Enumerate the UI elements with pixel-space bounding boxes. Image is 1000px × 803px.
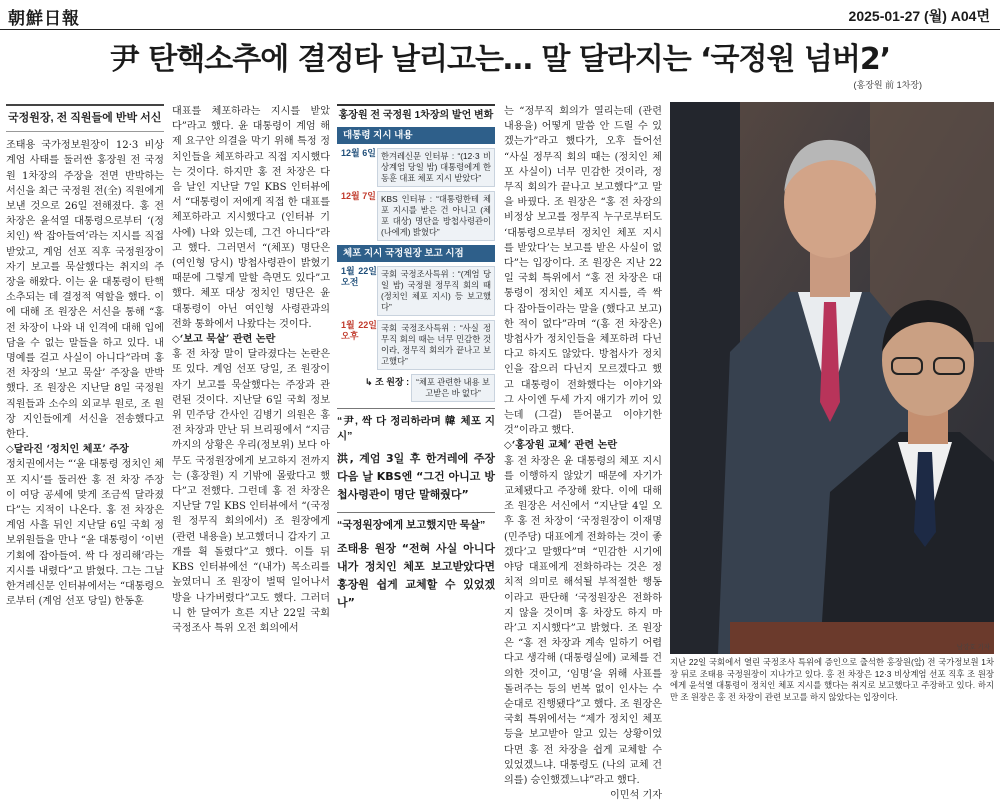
pull-quote-body: 洪, 계엄 3일 후 한겨레에 주장 다음 날 KBS엔 “그건 아니고 방첩사령관이 명단 말해줬다” bbox=[337, 452, 495, 502]
pull-quote-heading: “尹, 싹 다 정리하라며 韓 체포 지시” bbox=[337, 408, 495, 444]
pull-quote-body: 조태용 원장 “전혀 사실 아니다 내가 정치인 체포 보고받았다면 홍장원 쉽게 교체할 수 있었겠나” bbox=[337, 541, 495, 609]
infographic-text: 국회 국정조사특위 : “사실 정무직 회의 때는 너무 민감한 것이라, 정무직 회의가 끝나고 보고했다” bbox=[377, 320, 495, 370]
infographic-section-bar: 대통령 지시 내용 bbox=[337, 127, 495, 144]
infographic-date: 12월 7일 bbox=[341, 191, 376, 201]
infographic-text: 국회 국정조사특위 : “(계엄 당일 밤) 국정원 정무직 회의 때 (정치인 체포 지시) 등 보고했다” bbox=[377, 266, 495, 316]
infographic-text: KBS 인터뷰 : “대통령한테 체포 지시를 받은 건 아니고 (체포 대상) 명단을 방첩사령관이 (나에게) 밝혔다” bbox=[377, 191, 495, 241]
reply-text: “체포 관련한 내용 보고받은 바 없다” bbox=[411, 374, 495, 402]
news-photo bbox=[670, 102, 994, 654]
dateline: 2025-01-27 (월) A04면 bbox=[848, 8, 990, 24]
paragraph: 조태용 국가정보원장이 12·3 비상계엄 사태를 둘러싼 홍장원 전 국정원 1차장의 주장을 전면 반박하는 서신을 최근 국정원 전(全) 직원에게 보낸 것으로 26일 전해졌다. 홍 전 차장은 윤석열 대통령으로부터 ‘(정치인) 싹 잡아들여’라는 지시를 직접 받았고, 계엄 선포 직후 국정원장이 자기 보고를 묵살했다는 취지의 주장을 해왔다. 이는 윤 대통령이 탄핵소추되는 데 결정적 역할을 했다. 이에 대해 조 원장은 서신을 통해 “홍 전 차장이 나와 내 인격에 대해 입에 담을 수 없는 말들을 하고 있다. 내 명예를 걸고 사실이 아니다”라며 홍 전 차장의 ‘보고 묵살’ 주장을 반박했다. 조 원장은 지난달 8일 국정원 직원들과 소수의 외교부 원로, 조 원장 지인들에게 서신을 전송했다고 한다. bbox=[6, 140, 164, 441]
article-subhead: 국정원장, 전 직원들에 반박 서신 bbox=[6, 104, 164, 132]
reply-arrow-icon: ↳ bbox=[365, 377, 376, 387]
newspaper-logo: 朝鮮日報 bbox=[8, 9, 80, 29]
masthead bbox=[0, 0, 1000, 30]
news-photo-illustration bbox=[670, 102, 994, 654]
section-heading: ◇달라진 ‘정치인 체포’ 주장 bbox=[6, 444, 129, 456]
infographic-row bbox=[337, 320, 495, 370]
infographic-title: 홍장원 전 국정원 1차장의 발언 변화 bbox=[337, 104, 495, 124]
paragraph: 홍 전 차장 말이 달라졌다는 논란은 또 있다. 계엄 선포 당일, 조 원장이 자기 보고를 묵살했다는 주장과 관련된 것이다. 지난달 6일 국회 정보위 민주당 간사인 김병기 의원은 홍 전 차장과 만난 뒤 브리핑에서 “지금까지의 상황은 우리(정보위) 보다 아무도 국정원장에게 보고하지 전까지는 (홍장원) 지 기밖에 몰랐다고 했다”고 전했다. 그런데 홍 전 차장은 지난달 7일 KBS 인터뷰에서 “(국정원 정무직 회의에서) 조 원장에게 (관련 내용을) 보고했더니 갑자기 고개를 휙 돌렸다”고 했다. 이틀 뒤 KBS 인터뷰에선 “(내가) 목소리를 높였더니 조 원장이 벌떡 일어나서 방을 나가버렸다”고도 했다. 그러더니 한 달여가 흐른 지난 22일 국회 국정조사 특위 오전 회의에서 bbox=[172, 349, 330, 634]
reply-label: ↳ 조 원장 : bbox=[365, 377, 410, 387]
infographic-date: 12월 6일 bbox=[341, 148, 376, 158]
infographic-reply bbox=[365, 374, 495, 402]
article-column-3 bbox=[337, 104, 495, 612]
infographic-date: 1월 22일 오후 bbox=[341, 320, 377, 341]
headline-note: (홍장원 前 1차장) bbox=[853, 80, 922, 90]
paragraph: 는 “정무직 회의가 열리는데 (관련 내용을) 어떻게 말씀 안 드릴 수 있겠는가”라고 했다가, 오후 들어선 “사실 정무직 회의 때는 (정치인 체포 사실이) 너무 민감한 것이라, 정무직 회의가 끝나고 보고했다”고 말을 바꿨다. 조 원장은 “홍 전 차장의 비정상 보고를 정무직 누구로부터도 ‘대통령으로부터 정치인 체포 지시를 받았다’는 보고를 받은 사실이 없다”는 입장이다. 조 원장은 지난 22일 국회 특위에서 “홍 전 차장은 대통령이 정치인 체포 지시를, 즉 싹 다 잡아들이라는 말을 (했다고 보고) 한 적이 없다”라며 “(홍 전 차장은) 방첩사가 정치인들을 체포하려 다닌다고 하지도 않았다. 방첩사가 정치인을 잡으러 다닌지 모르겠다고 했고 대통령이 전화했다는 이야기와 그 사이엔 두세 가지 얘기가 끼어 있는데 (그걸) 뜯어붙고 이야기한 것”이라고 했다. bbox=[504, 106, 662, 437]
article-column-2 bbox=[172, 104, 330, 636]
infographic-date: 1월 22일 오전 bbox=[341, 266, 377, 287]
infographic-text: 한겨레신문 인터뷰 : “(12·3 비상계엄 당일 밤) 대통령에게 한동훈 대표 체포 지시 받았다” bbox=[377, 148, 495, 187]
article-column-1 bbox=[6, 104, 164, 610]
paragraph: 홍 전 차장은 윤 대통령의 체포 지시를 이행하지 않았기 때문에 자기가 교체됐다고 주장해 왔다. 이에 대해 조 원장은 서신에서 “지난달 4일 오후 홍 전 차장이 ‘국정원장이 이재명 (민주당) 대표에게 전화하는 것이 좋겠다’고 말했다”며 “민감한 시기에 야당 대표에게 전화하라는 것은 정치적 의미로 해석될 부적절한 행동이라고 판단해 ‘국정원장은 전화하지 않을 것이며 홍 차장도 하지 마라’고 지시했다”고 밝혔다. 조 원장은 “홍 전 차장과 계속 일하기 어렵다고 생각해 (대통령실에) 교체를 건의한 것이고, ‘임명’을 위해 사표를 돌려주는 등의 번복 없이 인사는 수순대로 진행됐다”고 했다. 조 원장은 국회 특위에서는 “제가 정치인 체포 등을 보고받아 알고 있는 상황이었다면 홍 전 차장을 쉽게 교체할 수 있었겠느냐. 대통령도 (나의 교체 건의를) 승인했겠느냐”라고 했다. bbox=[504, 455, 662, 786]
byline: 이민석 기자 bbox=[610, 790, 662, 802]
section-heading: ◇‘보고 묵살’ 관련 논란 bbox=[172, 334, 276, 346]
section-heading: ◇‘홍장원 교체’ 관련 논란 bbox=[504, 440, 618, 452]
infographic-section-bar: 체포 지시 국정원장 보고 시점 bbox=[337, 245, 495, 262]
paragraph: 정치권에서는 “‘윤 대통령 정치인 체포 지시’를 둘러싼 홍 전 차장 주장이 여당 공세에 맞게 조금씩 달라졌다”는 지적이 나온다. 홍 전 차장은 계엄 사흘 뒤인 지난달 6일 국회 정보위원들을 만나 “윤 대통령이 ‘이번 기회에 잡아들여. 싹 다 정리해’라는 지시를 내렸다”고 밝혔다. 그는 그날 한겨레신문 인터뷰에서는 “대통령으로부터 (계엄 선포 당일) 한동훈 bbox=[6, 459, 164, 608]
infographic-row bbox=[337, 266, 495, 316]
photo-caption: 지난 22일 국회에서 열린 국정조사 특위에 증인으로 출석한 홍장원(앞) 전 국가정보원 1차장 뒤로 조태용 국정원장이 지나가고 있다. 홍 전 차장은 12·3 비상계엄 선포 직후 조 원장에게 윤석열 대통령이 정치인 체포 지시를 했다는 취지로 보고했다고 주장하고 있다. 하지만 조 원장은 홍 전 차장이 관련 보고를 하지 않았다는 입장이다. bbox=[670, 657, 994, 702]
statement-change-infographic bbox=[337, 104, 495, 402]
headline: 尹 탄핵소추에 결정타 날리고는… 말 달라지는 ‘국정원 넘버2’ bbox=[109, 42, 891, 77]
infographic-row bbox=[337, 148, 495, 187]
article-column-4 bbox=[504, 104, 662, 803]
infographic-row bbox=[337, 191, 495, 241]
paragraph: 대표를 체포하라는 지시를 받았다”라고 했다. 윤 대통령이 계엄 해제 요구안 의결을 막기 위해 특정 정치인들을 체포하라고 직접 지시했다는 것이다. 하지만 홍 전 차장은 다음 날인 지난달 7일 KBS 인터뷰에서 “대통령이 저에게 직접 한 대표를 체포하라고 지시했다고 (인터뷰 기사에) 나와 있는데, 그건 아니다”라고 했다. 그러면서 “(체포) 명단은 (여인형 당시) 방첩사령관이 밝혔기 때문에 그렇게 말할 측면도 있다”고 했다. 체포 대상 정치인 명단은 윤 대통령이 아닌 여인형 사령관과의 전화 통화에서 나왔다는 것이다. bbox=[172, 106, 330, 330]
pull-quote-heading: “국정원장에게 보고했지만 묵살” bbox=[337, 512, 495, 533]
photo-credit: 남강호 기자 bbox=[956, 644, 990, 651]
